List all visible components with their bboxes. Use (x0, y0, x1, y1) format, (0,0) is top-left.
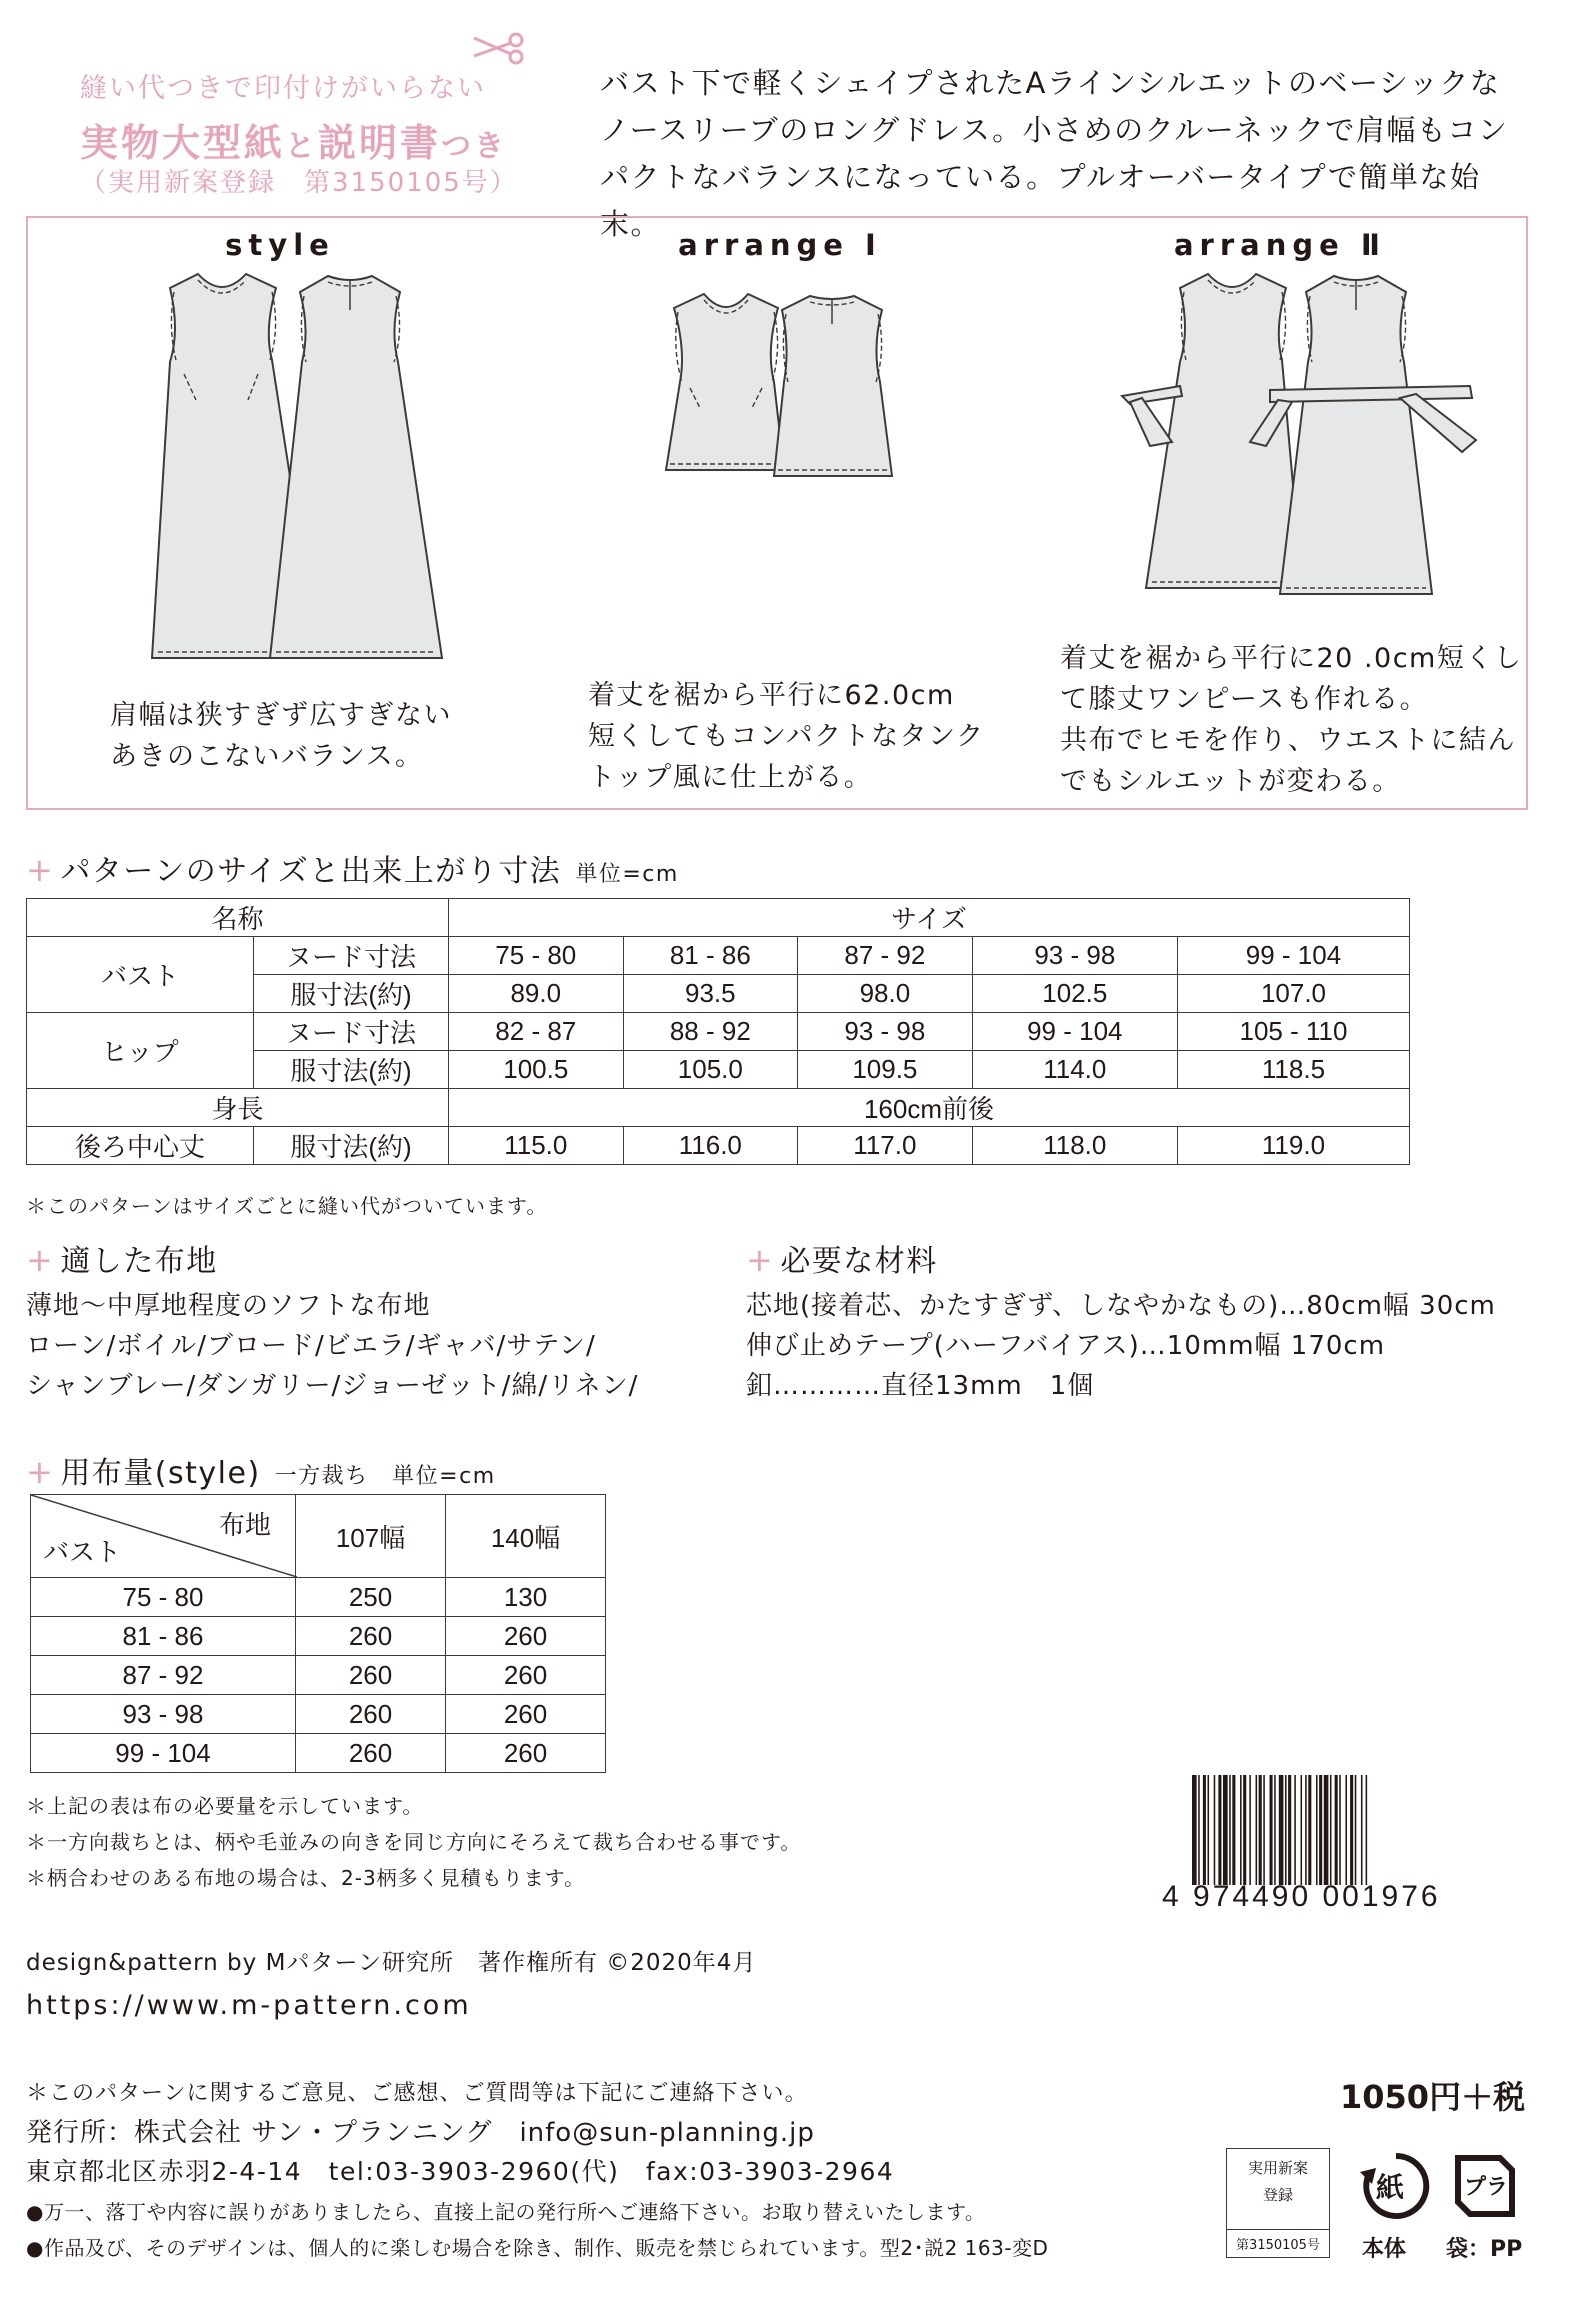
barcode-bar (1355, 1775, 1357, 1885)
table-cell: 93 - 98 (31, 1695, 296, 1734)
size-table-note: ＊このパターンはサイズごとに縫い代がついています。 (26, 1194, 548, 1218)
barcode-bar (1361, 1775, 1363, 1885)
table-row (31, 1695, 606, 1734)
barcode-bar (1345, 1775, 1347, 1885)
barcode-bar (1218, 1775, 1221, 1885)
utility-model-label: 登録 (1262, 2186, 1293, 2204)
barcode-bar (1203, 1775, 1206, 1885)
website-url[interactable]: https://www.m-pattern.com (26, 1990, 472, 2021)
header-tagline: 縫い代つきで印付けがいらない (80, 73, 486, 104)
barcode-bar (1240, 1775, 1242, 1885)
barcode-bar (1208, 1775, 1210, 1885)
footer-bullet-1: ●万一、落丁や内容に誤りがありましたら、直接上記の発行所へご連絡下さい。お取り替えいたします。 (26, 2200, 986, 2224)
size-table-back-length: 後ろ中心丈 (27, 1127, 254, 1165)
yardage-fabric-label: 布地 (218, 1510, 271, 1540)
table-cell: 260 (296, 1695, 446, 1734)
table-cell: 105.0 (623, 1051, 798, 1089)
size-table-name-header: 名称 (27, 899, 449, 937)
table-cell: 260 (296, 1656, 446, 1695)
table-cell: 81 - 86 (31, 1617, 296, 1656)
barcode-bar (1330, 1775, 1332, 1885)
utility-model-label: 実用新案 (1247, 2159, 1308, 2177)
table-cell: 87 - 92 (798, 937, 973, 975)
header-patent: （実用新案登録 第3150105号） (80, 168, 518, 198)
paper-mark: 紙 (1376, 2171, 1405, 2204)
size-table-hip: ヒップ (27, 1013, 254, 1089)
yardage-heading: + 用布量(style) 一方裁ち 単位=cm (26, 1453, 496, 1491)
barcode-bar (1249, 1775, 1251, 1885)
table-cell: 93.5 (623, 975, 798, 1013)
barcode-bar (1259, 1775, 1262, 1885)
barcode-bar (1324, 1775, 1329, 1885)
utility-model-box (1226, 2148, 1330, 2258)
table-cell: 260 (296, 1617, 446, 1656)
barcode-bar (1270, 1775, 1273, 1885)
barcode-bar (1274, 1775, 1276, 1885)
barcode-bar (1285, 1775, 1287, 1885)
materials-text: 芯地(接着芯、かたすぎず、しなやかなもの)…80cm幅 30cm 伸び止めテープ(ハーフバイアス)…10mm幅 170cm 釦…………直径13mm 1個 (746, 1291, 1496, 1401)
barcode-bar (1288, 1775, 1291, 1885)
table-cell: 99 - 104 (31, 1734, 296, 1773)
publisher-line: 発行所：株式会社 サン・プランニング info@sun-planning.jp (26, 2118, 815, 2148)
fabric-text: 薄地〜中厚地程度のソフトな布地 ローン/ボイル/ブロード/ビエラ/ギャバ/サテン/ シャンブレー/ダンガリー/ジョーゼット/綿/リネン/ (26, 1291, 639, 1401)
size-table-size-header: サイズ (449, 899, 1410, 937)
table-cell: 93 - 98 (798, 1013, 973, 1051)
table-cell: 75 - 80 (31, 1578, 296, 1617)
style-dress-illustration (150, 270, 450, 665)
header-title: 実物大型紙と説明書つき (80, 121, 508, 165)
utility-model-number: 第3150105号 (1227, 2229, 1329, 2257)
arrange2-title: arrange Ⅱ (1173, 228, 1386, 262)
barcode-number: 4 974490 001976 (1162, 1880, 1441, 1913)
table-cell: 102.5 (972, 975, 1177, 1013)
table-cell: 260 (446, 1656, 606, 1695)
barcode-bar (1305, 1775, 1307, 1885)
barcode-bar (1319, 1775, 1322, 1885)
barcode-bar (1232, 1775, 1235, 1885)
barcode-bar (1192, 1775, 1197, 1885)
barcode-bar (1279, 1775, 1284, 1885)
barcode-bar (1335, 1775, 1338, 1885)
table-cell: 115.0 (449, 1127, 624, 1165)
table-row (31, 1656, 606, 1695)
size-table (26, 898, 1410, 1165)
size-table-label: 服寸法(約) (254, 1127, 449, 1165)
scissors-icon (470, 30, 530, 66)
table-cell: 105 - 110 (1177, 1013, 1409, 1051)
yardage-table (30, 1494, 606, 1773)
arrange1-title: arrange Ⅰ (678, 228, 882, 262)
yardage-corner-cell (31, 1495, 296, 1578)
size-section-heading: + パターンのサイズと出来上がり寸法 単位=cm (26, 851, 679, 889)
table-row (31, 1734, 606, 1773)
table-row (31, 1578, 606, 1617)
table-cell: 260 (446, 1734, 606, 1773)
design-credit: design&pattern by Mパターン研究所 著作権所有 ©2020年4月 (26, 1950, 757, 1976)
table-cell: 87 - 92 (31, 1656, 296, 1695)
barcode-bar (1339, 1775, 1341, 1885)
barcode-bar (1223, 1775, 1228, 1885)
address-line: 東京都北区赤羽2-4-14 tel:03-3903-2960(代) fax:03-3903-2964 (26, 2157, 895, 2186)
table-cell: 260 (446, 1695, 606, 1734)
arrange2-dress-illustration (1120, 270, 1480, 600)
table-cell: 114.0 (972, 1051, 1177, 1089)
table-row (31, 1617, 606, 1656)
plastic-label: 袋：PP (1446, 2237, 1523, 2262)
table-cell: 81 - 86 (623, 937, 798, 975)
barcode-bar (1263, 1775, 1265, 1885)
table-cell: 118.5 (1177, 1051, 1409, 1089)
barcode (1192, 1775, 1506, 1891)
table-cell: 75 - 80 (449, 937, 624, 975)
size-table-bust: バスト (27, 937, 254, 1013)
table-cell: 119.0 (1177, 1127, 1409, 1165)
price: 1050円＋税 (1340, 2078, 1526, 2116)
arrange1-dress-illustration (660, 290, 900, 480)
barcode-bar (1301, 1775, 1303, 1885)
arrange2-caption: 着丈を裾から平行に20 .0cm短くし て膝丈ワンピースも作れる。 共布でヒモを作り、ウエストに結ん でもシルエットが変わる。 (1060, 643, 1523, 797)
barcode-bar (1366, 1775, 1368, 1885)
barcode-bar (1256, 1775, 1258, 1885)
materials-heading: + 必要な材料 (746, 1241, 938, 1279)
plastic-mark: プラ (1464, 2175, 1509, 2200)
barcode-bar (1294, 1775, 1296, 1885)
size-table-height: 身長 (27, 1089, 449, 1127)
table-cell: 117.0 (798, 1127, 973, 1165)
table-cell: 107.0 (1177, 975, 1409, 1013)
table-cell: 93 - 98 (972, 937, 1177, 975)
yardage-notes: ＊上記の表は布の必要量を示しています。 ＊一方向裁ちとは、柄や毛並みの向きを同じ方向にそろえて裁ち合わせる事です。 ＊柄合わせのある布地の場合は、2-3柄多く見積もります。 (26, 1794, 802, 1890)
table-cell: 100.5 (449, 1051, 624, 1089)
yardage-col-140: 140幅 (446, 1495, 606, 1578)
table-cell: 109.5 (798, 1051, 973, 1089)
style-caption: 肩幅は狭すぎず広すぎない あきのこないバランス。 (110, 700, 452, 772)
barcode-bar (1214, 1775, 1216, 1885)
size-table-label: 服寸法(約) (254, 1051, 449, 1089)
table-cell: 260 (296, 1734, 446, 1773)
barcode-bar (1350, 1775, 1353, 1885)
table-cell: 82 - 87 (449, 1013, 624, 1051)
table-cell: 260 (446, 1617, 606, 1656)
table-cell: 116.0 (623, 1127, 798, 1165)
size-table-label: ヌード寸法 (254, 937, 449, 975)
barcode-bar (1229, 1775, 1231, 1885)
size-table-label: 服寸法(約) (254, 975, 449, 1013)
barcode-bar (1198, 1775, 1200, 1885)
table-cell: 99 - 104 (1177, 937, 1409, 975)
barcode-bar (1316, 1775, 1318, 1885)
table-cell: 99 - 104 (972, 1013, 1177, 1051)
yardage-bust-label: バスト (43, 1537, 122, 1567)
barcode-bar (1308, 1775, 1311, 1885)
paper-label: 本体 (1362, 2237, 1407, 2262)
arrange1-caption: 着丈を裾から平行に62.0cm 短くしてもコンパクトなタンク トップ風に仕上がる。 (588, 680, 985, 793)
size-table-height-value: 160cm前後 (449, 1089, 1410, 1127)
table-cell: 130 (446, 1578, 606, 1617)
contact-note: ＊このパターンに関するご意見、ご感想、ご質問等は下記にご連絡下さい。 (26, 2081, 808, 2106)
yardage-col-107: 107幅 (296, 1495, 446, 1578)
size-table-label: ヌード寸法 (254, 1013, 449, 1051)
barcode-bar (1243, 1775, 1246, 1885)
style-title: style (225, 228, 335, 262)
table-cell: 89.0 (449, 975, 624, 1013)
intro-text: バスト下で軽くシェイプされたAラインシルエットのベーシックな ノースリーブのロングドレス。小さめのクルーネックで肩幅もコン パクトなバランスになっている。プルオーバータイプで簡単な始末。 (600, 66, 1509, 241)
table-cell: 98.0 (798, 975, 973, 1013)
fabric-heading: + 適した布地 (26, 1241, 218, 1279)
footer-bullet-2: ●作品及び、そのデザインは、個人的に楽しむ場合を除き、制作、販売を禁じられています。型2･説2 163-変D (26, 2236, 1049, 2260)
table-cell: 250 (296, 1578, 446, 1617)
table-cell: 118.0 (972, 1127, 1177, 1165)
table-cell: 88 - 92 (623, 1013, 798, 1051)
